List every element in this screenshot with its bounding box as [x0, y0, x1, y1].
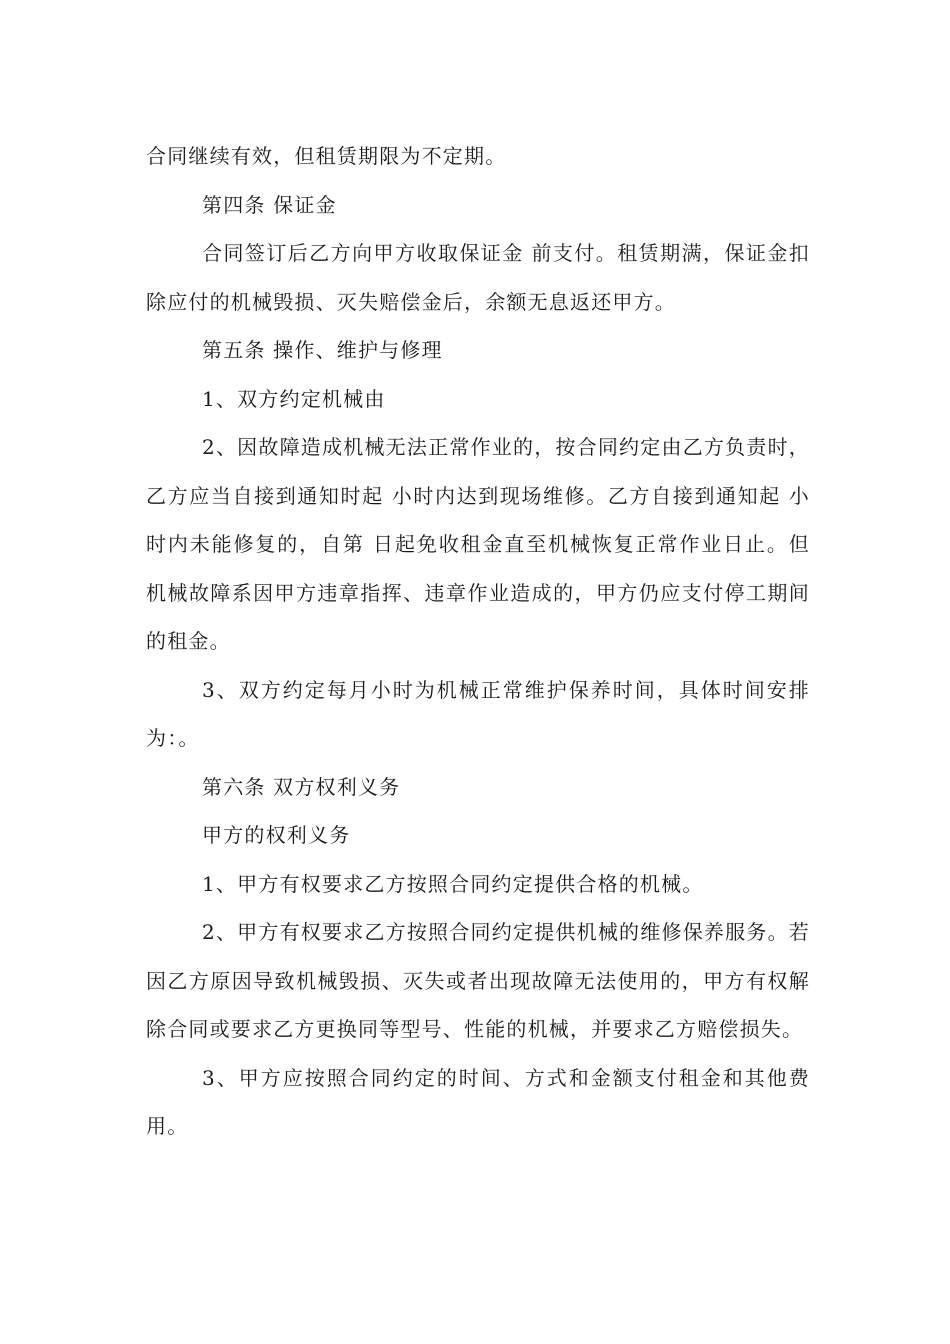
article-4-heading: 第四条 保证金 [202, 192, 337, 217]
clause-5-3: 3、双方约定每月小时为机械正常维护保养时间，具体时间安排为：。 [146, 677, 810, 750]
clause-6-a-1: 1、甲方有权要求乙方按照合同约定提供合格的机械。 [202, 871, 704, 896]
article-6-heading: 第六条 双方权利义务 [202, 774, 401, 799]
clause-6-a-3: 3、甲方应按照合同约定的时间、方式和金额支付租金和其他费用。 [146, 1065, 810, 1138]
document-body [146, 132, 810, 1151]
clause-5-1: 1、双方约定机械由 [202, 386, 386, 411]
clause-5-2: 2、因故障造成机械无法正常作业的，按合同约定由乙方负责时，乙方应当自接到通知时起 小时内达到现场维修。乙方自接到通知起 小时内未能修复的，自第 日起免收租金直至机械恢复正常作业日止。但机械故障系因甲方违章指挥、违章作业造成的，甲方仍应支付停工期间的租金。 [146, 435, 810, 653]
paragraph-continuation: 合同继续有效，但租赁期限为不定期。 [146, 144, 507, 168]
deposit-paragraph: 合同签订后乙方向甲方收取保证金 前支付。租赁期满，保证金扣除应付的机械毁损、灭失赔偿金后，余额无息返还甲方。 [146, 241, 810, 314]
article-5-heading: 第五条 操作、维护与修理 [202, 338, 443, 362]
clause-6-a-2: 2、甲方有权要求乙方按照合同约定提供机械的维修保养服务。若因乙方原因导致机械毁损、灭失或者出现故障无法使用的，甲方有权解除合同或要求乙方更换同等型号、性能的机械，并要求乙方赔偿损失。 [146, 920, 810, 1041]
party-a-rights-heading: 甲方的权利义务 [202, 823, 351, 847]
